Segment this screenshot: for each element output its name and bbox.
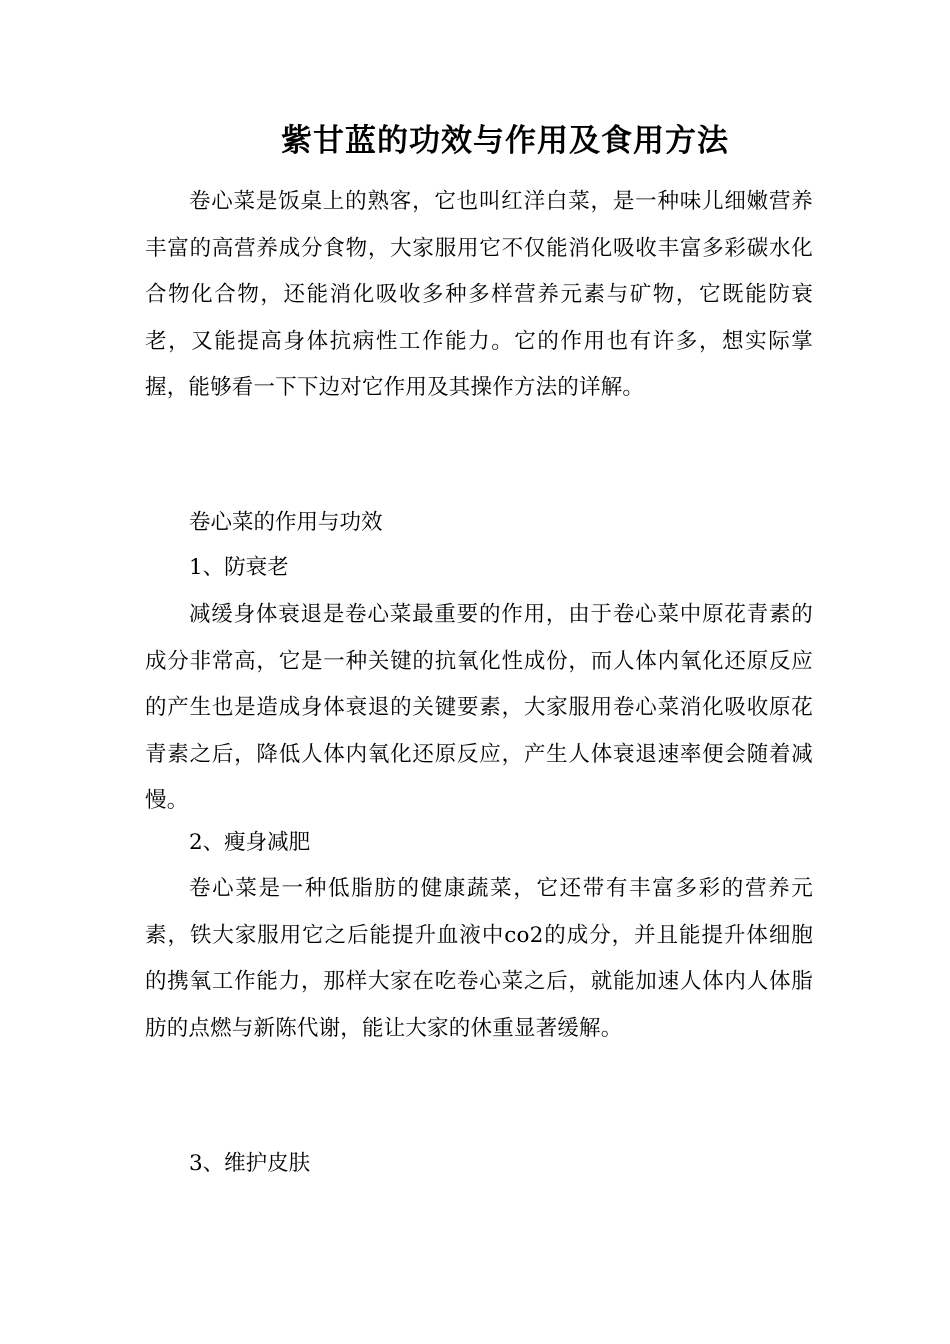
item-heading-weight-loss: 2、瘦身减肥 [189,830,311,855]
item-body-weight-loss: 卷心菜是一种低脂肪的健康蔬菜，它还带有丰富多彩的营养元素，铁大家服用它之后能提升血液中co2的成分，并且能提升体细胞的携氧工作能力，那样大家在吃卷心菜之后，就能加速人体内人体脂肪的点燃与新陈代谢，能让大家的休重显著缓解。 [145,876,813,1041]
item-body-anti-aging: 减缓身体衰退是卷心菜最重要的作用，由于卷心菜中原花青素的成分非常高，它是一种关键的抗氧化性成份，而人体内氧化还原反应的产生也是造成身体衰退的关键要素，大家服用卷心菜消化吸收原花青素之后，降低人体内氧化还原反应，产生人体衰退速率便会随着减慢。 [145,602,813,813]
document-title: 紫甘蓝的功效与作用及食用方法 [281,123,729,159]
item-heading-skin-care: 3、维护皮肤 [189,1151,311,1176]
intro-paragraph: 卷心菜是饭桌上的熟客，它也叫红洋白菜，是一种味儿细嫩营养丰富的高营养成分食物，大家服用它不仅能消化吸收丰富多彩碳水化合物化合物，还能消化吸收多种多样营养元素与矿物，它既能防衰老，又能提高身体抗病性工作能力。它的作用也有许多，想实际掌握，能够看一下下边对它作用及其操作方法的详解。 [145,189,813,400]
section-heading: 卷心菜的作用与功效 [189,510,383,535]
item-heading-anti-aging: 1、防衰老 [189,555,289,580]
